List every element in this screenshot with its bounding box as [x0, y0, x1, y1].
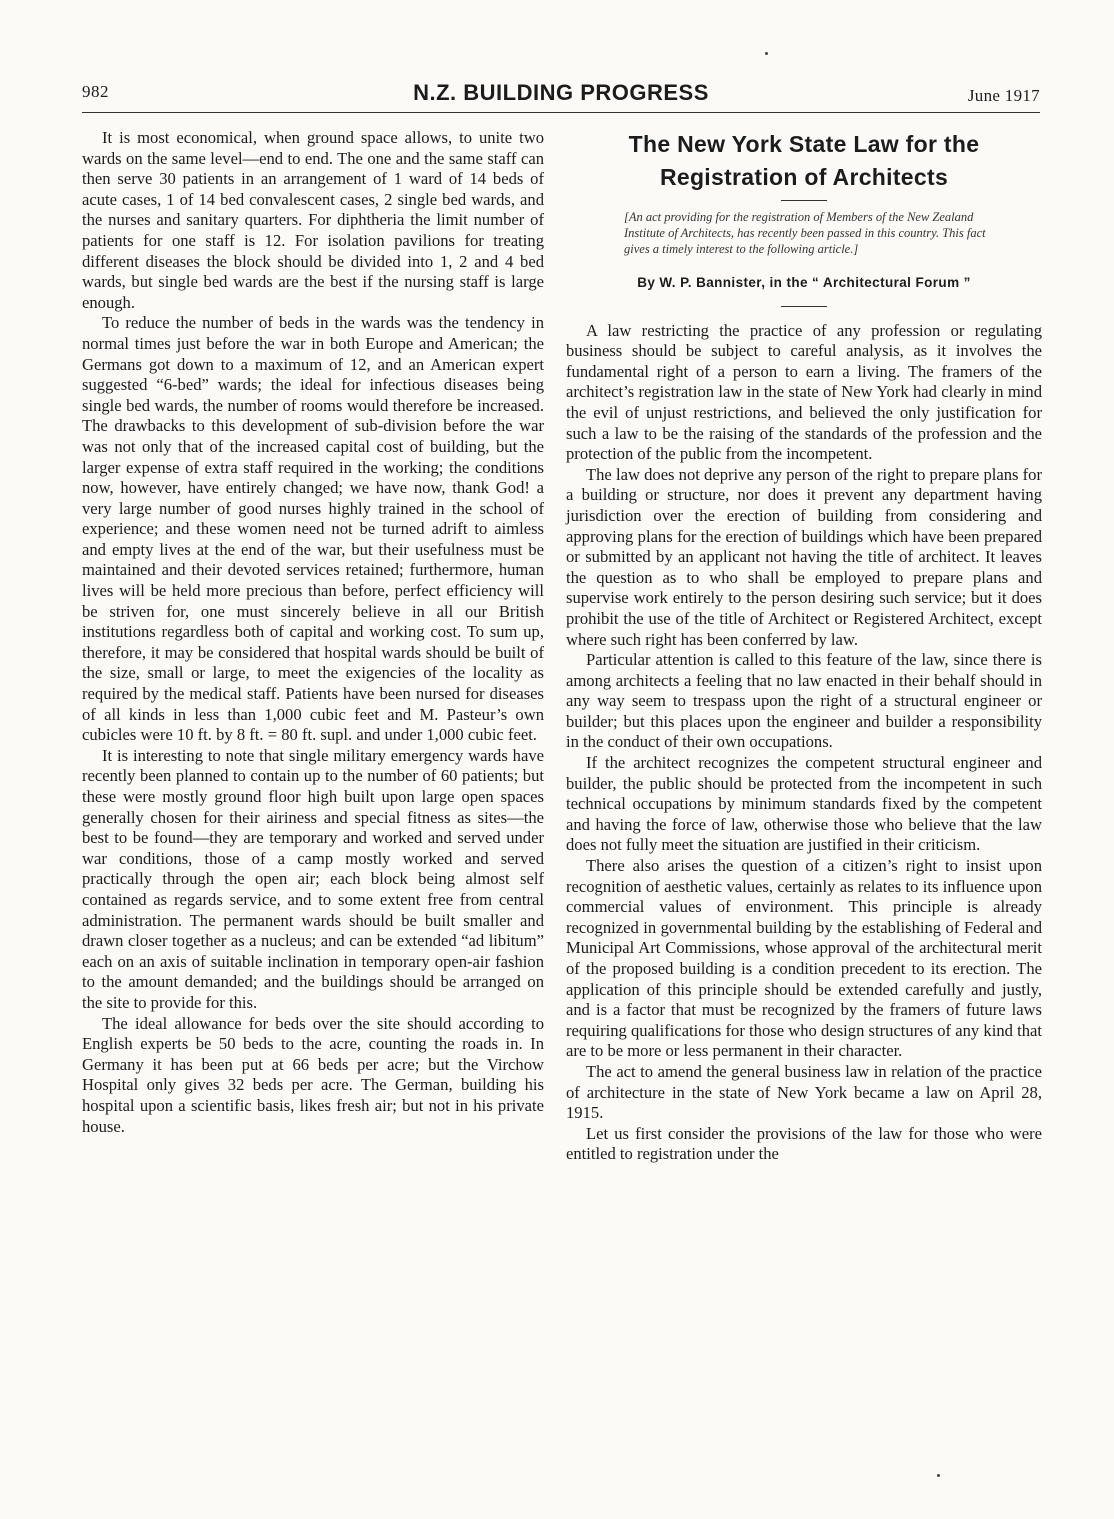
body-paragraph: A law restricting the practice of any profession or regulating business should be subject to careful analysis, as it involves the fundamental right of a person to earn a living. The framers of the architect’s registration law in the state of New York had clearly in mind the evil of unjust restrictions, and believed the only justification for such a law to be the raising of the standards of the profession and the protection of the public from the incompetent. — [566, 320, 1042, 464]
left-column — [82, 128, 544, 1137]
page-number: 982 — [82, 82, 109, 101]
print-speck — [937, 1474, 940, 1477]
body-paragraph: It is interesting to note that single military emergency wards have recently been planned to contain up to the number of 60 patients; but these were mostly ground floor high built upon large open spaces generally chosen for their airiness and special fitness as sites—the best to be found—they are temporary and worked and served under war conditions, those of a camp mostly worked and served practically through the open air; each block being almost self contained as regards service, and to some extent free from central administration. The permanent wards should be built smaller and drawn closer together as a nucleus; and can be extended “ad libitum” each on an axis of suitable inclination in temporary open-air fashion to the amount demanded; and the buildings should be arranged on the site to provide for this. — [82, 745, 544, 1012]
body-paragraph: The law does not deprive any person of the right to prepare plans for a building or structure, nor does it prevent any department having jurisdiction over the erection of building from considering and approving plans for the erection of buildings which have been prepared or submitted by an applicant not having the title of architect. It leaves the question as to who shall be employed to prepare plans and supervise work entirely to the person desiring such service; but it does prohibit the use of the title of Architect or Registered Architect, except where such right has been conferred by law. — [566, 464, 1042, 649]
body-paragraph: If the architect recognizes the competent structural engineer and builder, the public should be protected from the incompetent in such technical occupations by minimum standards fixed by the competent and having the force of law, otherwise those who believe that the law does not fully meet the situation are justified in their criticism. — [566, 753, 1042, 855]
issue-date: June 1917 — [967, 86, 1040, 105]
body-paragraph: The ideal allowance for beds over the site should according to English experts be 50 beds to the acre, counting the roads in. In Germany it has been put at 66 beds per acre; but the Virchow Hospital only gives 32 beds per acre. The German, building his hospital upon a scientific basis, likes fresh air; but not in his private house. — [82, 1013, 544, 1136]
running-header — [82, 80, 1040, 114]
body-paragraph: It is most economical, when ground space allows, to unite two wards on the same level—end to end. The one and the same staff can then serve 30 patients in an arrangement of 1 ward of 14 beds of acute cases, 1 of 14 bed convalescent cases, 2 single bed wards, and the nurses and sanitary quarters. For diphtheria the limit number of patients for one staff is 12. For isolation pavilions for treating different diseases the block should be divided into 1, 2 and 4 bed wards, but single bed wards are the best if the nursing staff is large enough. — [82, 128, 544, 312]
body-paragraph: Let us first consider the provisions of the law for those who were entitled to registration under the — [566, 1123, 1042, 1164]
byline-rule — [781, 306, 827, 307]
header-rule — [82, 112, 1040, 113]
body-paragraph: There also arises the question of a citizen’s right to insist upon recognition of aesthetic values, certainly as relates to its influence upon commercial values of environment. This principle is already recognized in governmental building by the establishing of Federal and Municipal Art Commissions, whose approval of the architectural merit of the proposed building is a condition precedent to its erection. The application of this principle should be extended carefully and justly, and is a factor that must be recognized by the framers of future laws requiring qualifications for those who design structures of any kind that are to be more or less permanent in their character. — [566, 856, 1042, 1061]
editor-note: [An act providing for the registration of Members of the New Zealand Institute of Architects, has recently been passed in this country. This fact gives a timely interest to the following article.] — [624, 210, 986, 256]
body-paragraph: Particular attention is called to this feature of the law, since there is among architects a feeling that no law enacted in their behalf should in any way seem to trespass upon the right of a structural engineer or builder; but this places upon the engineer and builder a responsibility in the conduct of their own occupations. — [566, 650, 1042, 752]
title-rule — [781, 200, 827, 201]
article-title: The New York State Law for the Registration of Architects — [628, 131, 980, 190]
right-column — [566, 128, 1042, 1165]
masthead-title: N.Z. BUILDING PROGRESS — [413, 80, 709, 105]
print-speck — [765, 52, 768, 55]
body-paragraph: The act to amend the general business law in relation of the practice of architecture in the state of New York became a law on April 28, 1915. — [566, 1061, 1042, 1123]
body-paragraph: To reduce the number of beds in the wards was the tendency in normal times just before the war in both Europe and American; the Germans got down to a maximum of 12, and an American expert suggested “6-bed” wards; the ideal for infectious diseases being single bed wards, the number of rooms would therefore be increased. The drawbacks to this development of sub-division before the war was not only that of the increased capital cost of building, but the larger expense of extra staff required in the working; the conditions now, however, have entirely changed; we have now, thank God! a very large number of good nurses highly trained in the school of experience; and these women need not be turned adrift to aimless and empty lives at the end of the war, but their usefulness must be maintained and their devoted services retained; furthermore, human lives will be held more precious than before, perfect efficiency will be striven for, one must sincerely believe in all our British institutions regardless both of capital and working cost. To sum up, therefore, it may be considered that hospital wards should be built of the size, small or large, to meet the exigencies of the locality as required by the medical staff. Patients have been nursed for diseases of all kinds in less than 1,000 cubic feet and M. Pasteur’s own cubicles were 10 ft. by 8 ft. = 80 ft. supl. and under 1,000 cubic feet. — [82, 313, 544, 745]
byline: By W. P. Bannister, in the “ Architectural Forum ” — [637, 275, 971, 290]
